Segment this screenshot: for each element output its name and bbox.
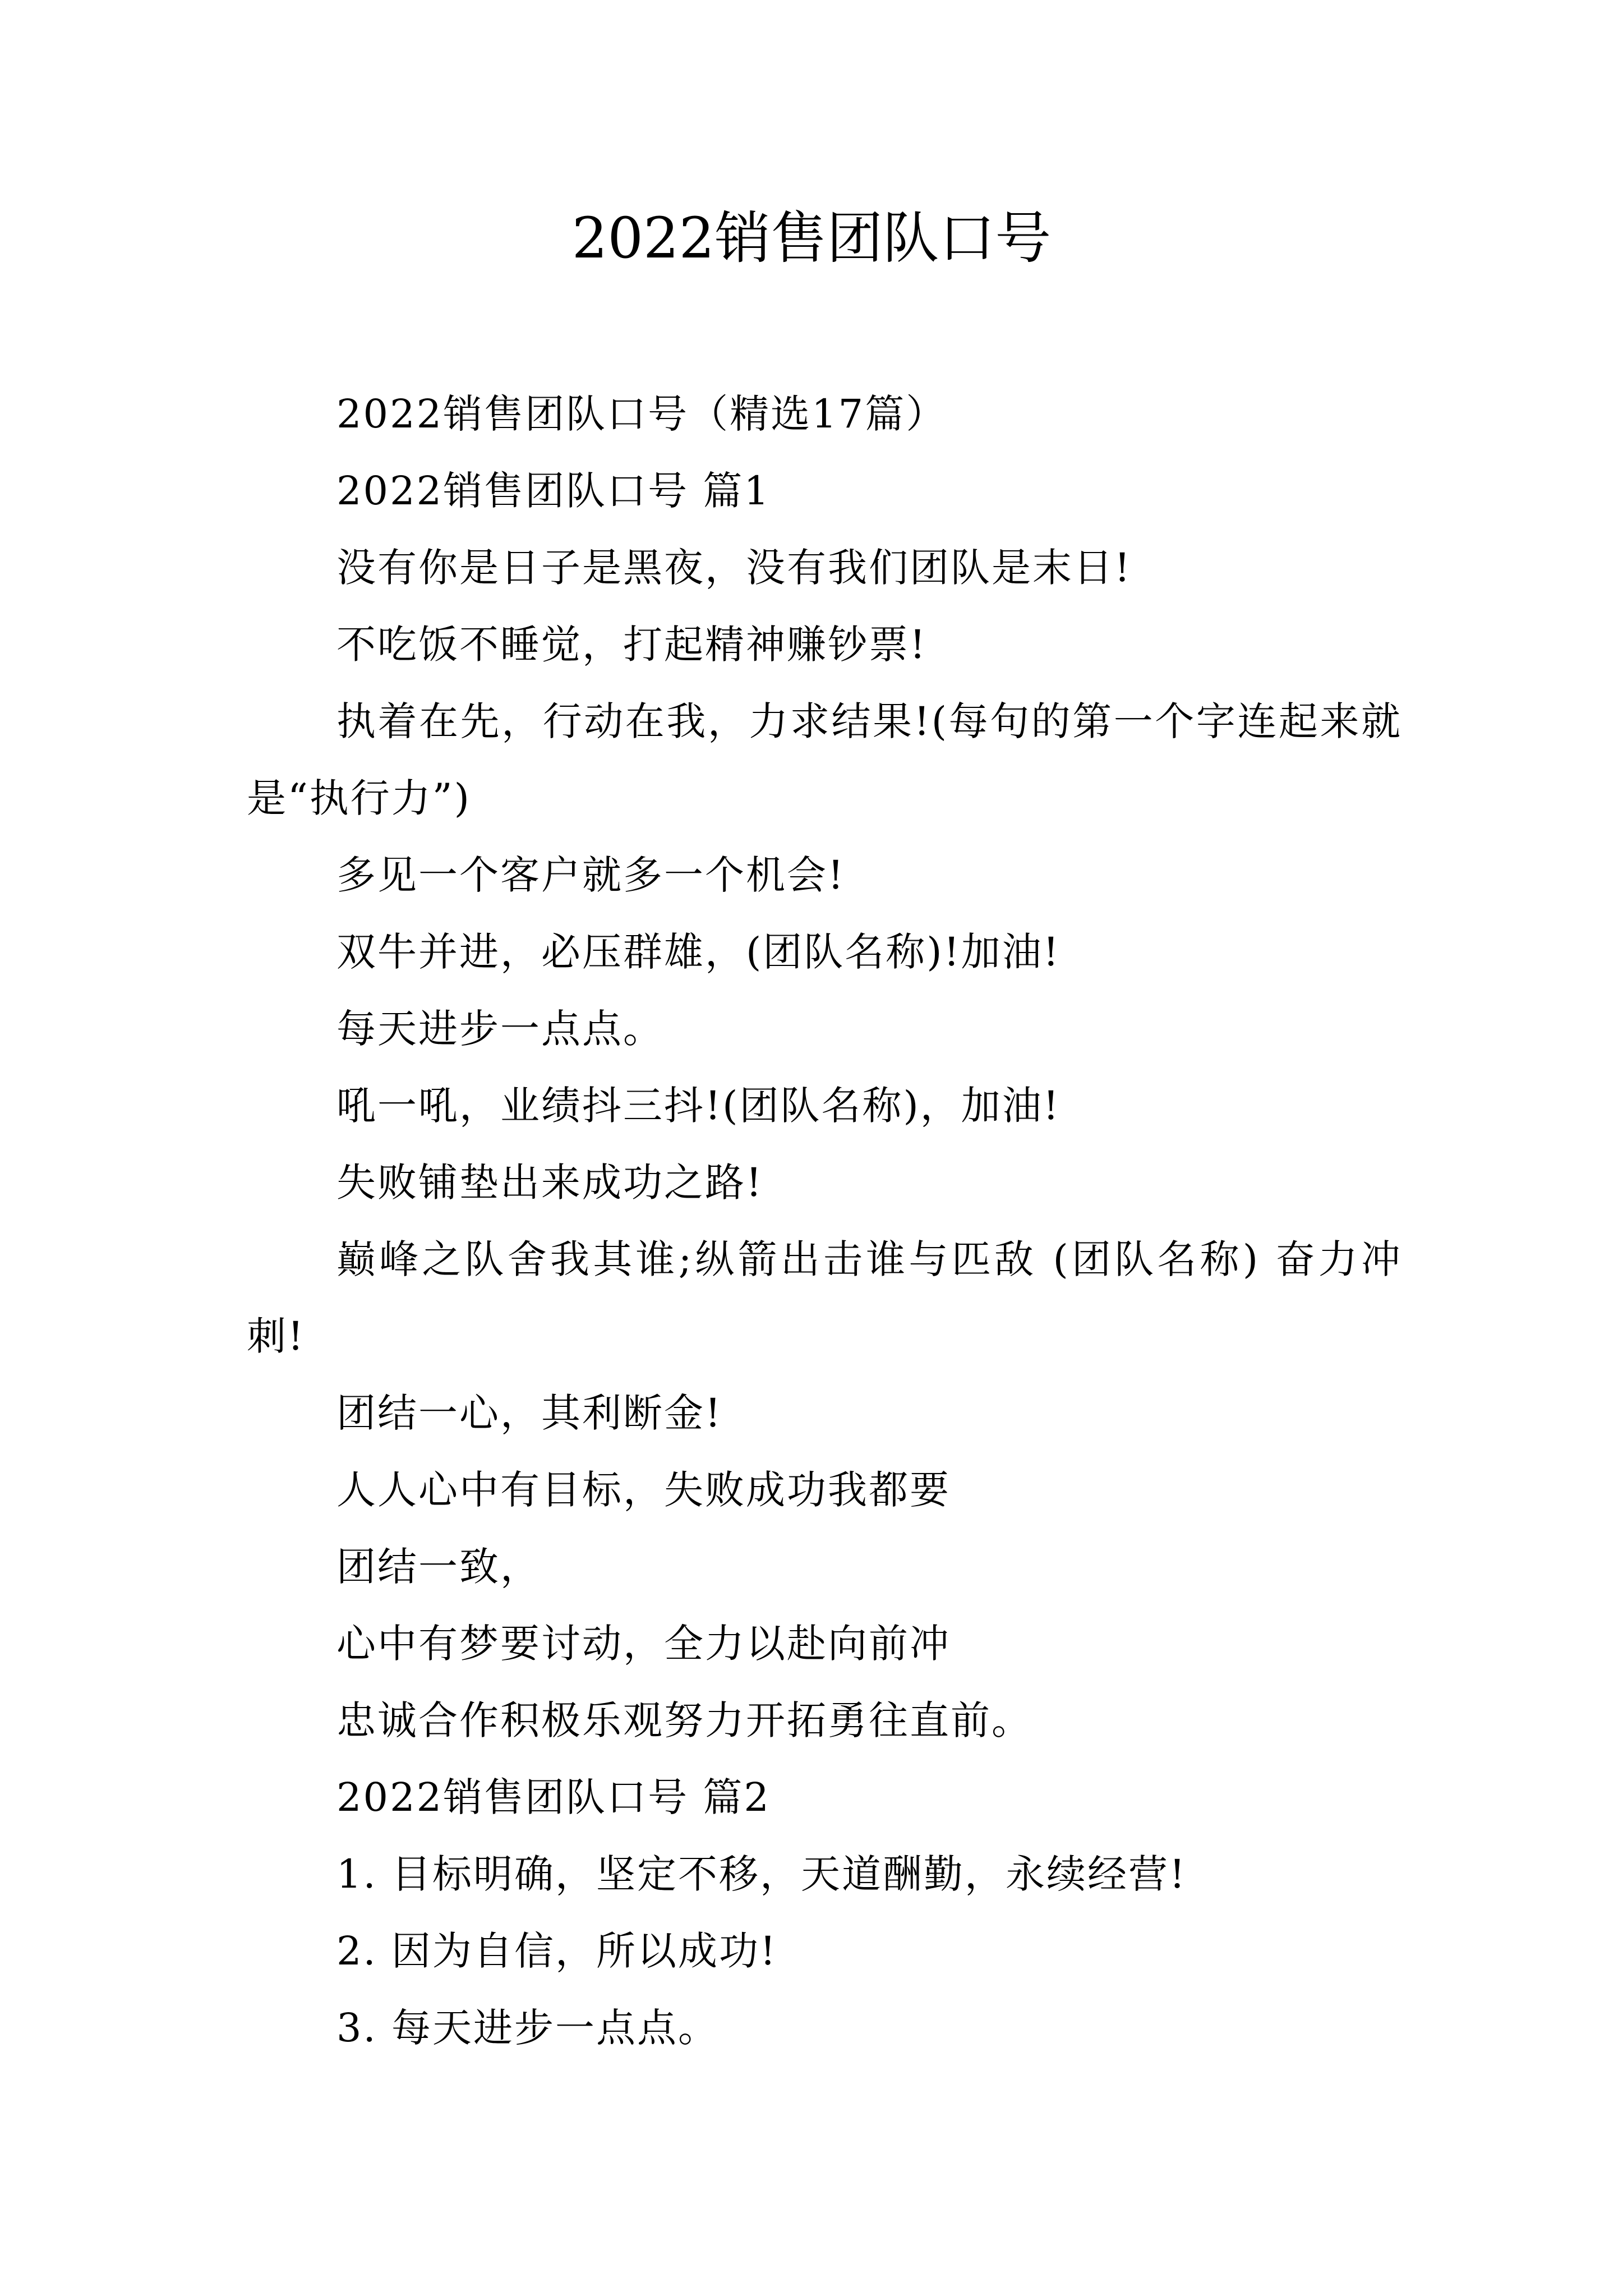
document-title: 2022销售团队口号 [571,205,1052,271]
paragraph: 每天进步一点点。 [336,1006,664,1052]
paragraph: 团结一心，其利断金! [336,1390,723,1436]
paragraph: 忠诚合作积极乐观努力开拓勇往直前。 [336,1697,1032,1743]
section-heading: 2022销售团队口号 篇1 [336,468,771,514]
paragraph: 不吃饭不睡觉，打起精神赚钞票! [336,622,928,668]
paragraph: 双牛并进，必压群雄，(团队名称)!加油! [336,929,1061,975]
paragraph: 心中有梦要讨动，全力以赴向前冲 [336,1621,951,1667]
paragraph: 人人心中有目标，失败成功我都要 [336,1467,951,1513]
paragraph: 执着在先，行动在我，力求结果!(每句的第一个字连起来就是“执行力”) [247,698,1402,821]
paragraph: 巅峰之队舍我其谁;纵箭出击谁与匹敌 (团队名称) 奋力冲刺! [247,1236,1402,1359]
paragraph: 多见一个客户就多一个机会! [336,852,846,898]
paragraph: 2022销售团队口号（精选17篇） [336,391,947,437]
list-item: 3. 每天进步一点点。 [336,2005,720,2051]
section-heading: 2022销售团队口号 篇2 [336,1774,771,1820]
paragraph: 失败铺垫出来成功之路! [336,1159,764,1205]
list-item: 1. 目标明确，坚定不移，天道酬勤，永续经营! [336,1851,1187,1897]
paragraph: 吼一吼，业绩抖三抖!(团队名称)，加油! [336,1083,1061,1129]
list-item: 2. 因为自信，所以成功! [336,1928,778,1974]
paragraph: 没有你是日子是黑夜，没有我们团队是末日! [336,545,1132,591]
document-body [247,376,1402,2067]
paragraph: 团结一致， [336,1544,541,1590]
